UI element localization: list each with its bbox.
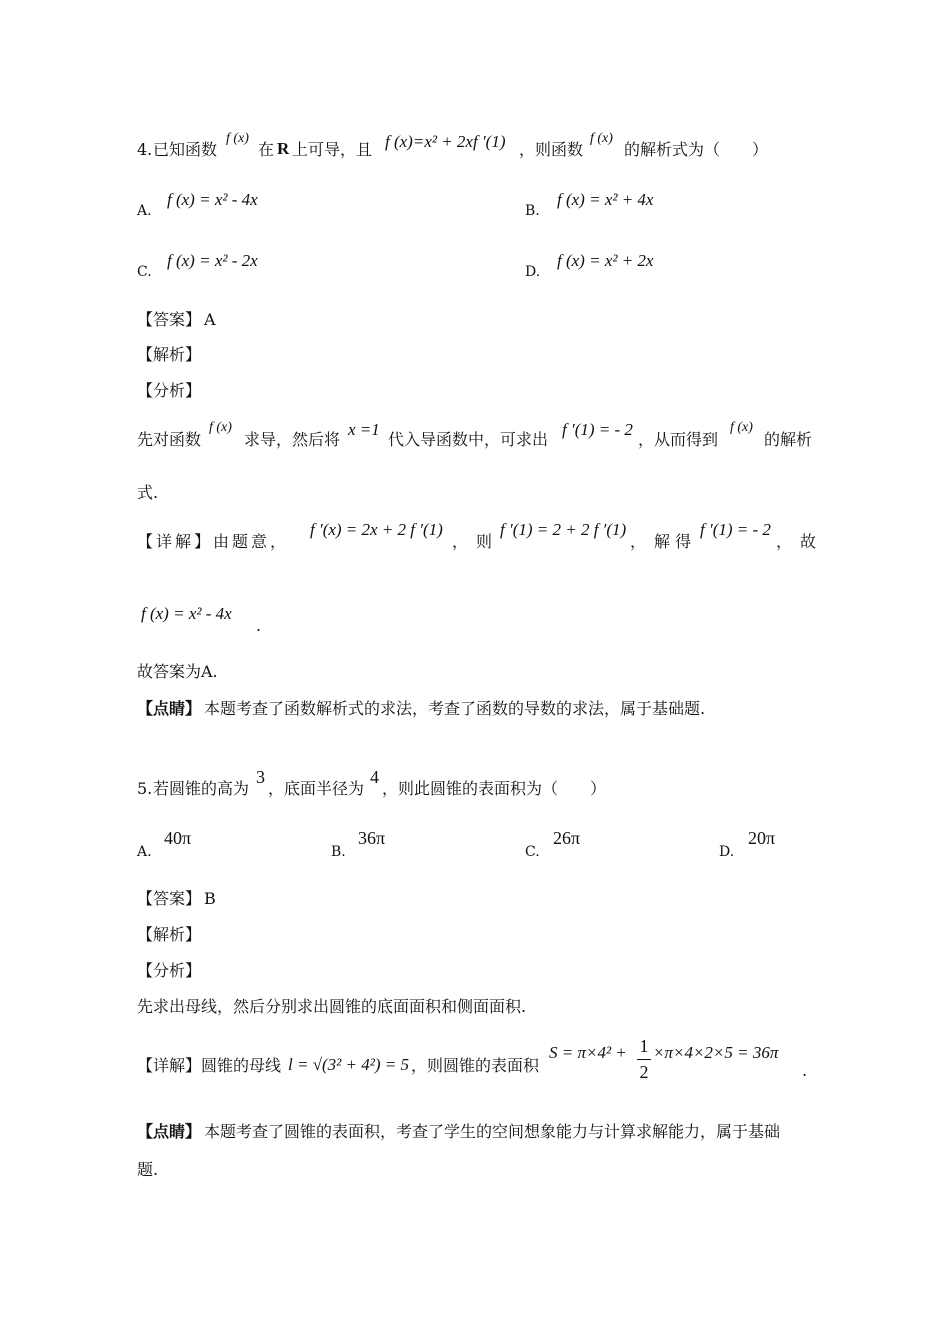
q4-conclusion: 故答案为A. (137, 662, 218, 681)
q5-option-d-label: D. (719, 844, 735, 860)
q5-comment-line-2: 题. (137, 1160, 159, 1179)
q4-option-c-label: C. (137, 264, 152, 280)
q5-text-2: ，底面半径为 (268, 779, 365, 798)
q4-detail-eq1: f ′(x) = 2x + 2 f ′(1) (310, 520, 443, 539)
q4-detail-period: . (256, 616, 262, 635)
q4-fenxi-x1: x =1 (348, 420, 380, 439)
q4-fenxi-text-3: 代入导函数中，可求出 (388, 430, 549, 449)
q4-fenxi-fx2: f (x) (730, 420, 753, 435)
q5-detail-s-right: ×π×4×2×5 = 36π (653, 1043, 779, 1062)
q5-text-1: 若圆锥的高为 (153, 779, 250, 798)
q5-detail-mid: ，则圆锥的表面积 (411, 1056, 540, 1075)
q5-detail-fraction (637, 1036, 651, 1083)
q4-detail-solve: ， 解 得 (630, 532, 692, 551)
q5-fenxi-label: 【分析】 (137, 961, 202, 980)
q5-fraction-numerator: 1 (639, 1036, 649, 1056)
q5-fraction-bar (637, 1059, 651, 1060)
q4-fenxi-value: f ′(1) = - 2 (562, 420, 633, 439)
q4-intro: 已知函数 (153, 140, 218, 159)
q4-fx2: f (x) (590, 131, 613, 146)
q4-option-a-label: A. (137, 203, 152, 219)
q4-comment-label: 【点睛】 (137, 699, 202, 718)
q4-detail-eq3: f ′(1) = - 2 (700, 520, 771, 539)
q4-option-b-label: B. (525, 203, 540, 219)
q4-fenxi-text-5: 的解析 (764, 430, 813, 449)
q5-detail-s-left: S = π×4² + (549, 1043, 627, 1062)
q5-detail-l: l = √(3² + 4²) = 5 (288, 1055, 409, 1074)
q4-fenxi-fx: f (x) (209, 420, 232, 435)
q4-option-b-expr: f (x) = x² + 4x (557, 190, 654, 209)
q4-in: 在 (258, 140, 275, 159)
q4-fenxi-text-2: 求导，然后将 (244, 430, 341, 449)
q5-comment-line-1: 本题考查了圆锥的表面积，考查了学生的空间想象能力与计算求解能力，属于基础 (204, 1122, 781, 1141)
q5-option-a-label: A. (137, 844, 152, 860)
q4-fenxi-text-1: 先对函数 (137, 430, 202, 449)
q4-detail-then: ， 则 (452, 532, 493, 551)
q5-comment-label: 【点睛】 (137, 1122, 202, 1141)
q4-fenxi-text-4: ，从而得到 (638, 430, 719, 449)
q5-option-a-expr: 40π (164, 828, 192, 848)
q4-answer-label: 【答案】 (137, 310, 202, 329)
q4-option-d-label: D. (525, 264, 541, 280)
q5-answer-label: 【答案】 (137, 889, 202, 908)
q4-detail-label: 【详解】由题意， (137, 532, 290, 551)
q4-fenxi-label: 【分析】 (137, 381, 202, 400)
q4-answer: A (204, 310, 216, 329)
q4-detail-gu: ， 故 (776, 532, 817, 551)
q4-set-r: R (277, 139, 290, 158)
q5-detail-period: . (802, 1061, 808, 1080)
q5-detail-label: 【详解】圆锥的母线 (137, 1056, 282, 1075)
q4-option-c-expr: f (x) = x² - 2x (167, 251, 258, 270)
q5-number: 5. (137, 779, 153, 798)
q4-option-d-expr: f (x) = x² + 2x (557, 251, 654, 270)
q5-option-b-expr: 36π (358, 828, 386, 848)
q4-comment: 本题考查了函数解析式的求法，考查了函数的导数的求法，属于基础题. (204, 699, 706, 718)
q4-fenxi-text-6: 式. (137, 483, 159, 502)
q5-text-3: ，则此圆锥的表面积为（ ） (382, 779, 607, 798)
q4-fx: f (x) (226, 131, 249, 146)
q5-fenxi: 先求出母线，然后分别求出圆锥的底面面积和侧面面积. (137, 997, 527, 1016)
q4-condition: f (x)=x² + 2xf ′(1) (385, 132, 506, 151)
q5-option-c-label: C. (525, 844, 540, 860)
q5-analysis-label: 【解析】 (137, 925, 202, 944)
q5-fraction-denominator: 2 (639, 1062, 649, 1082)
q5-answer: B (204, 889, 216, 908)
q4-number: 4. (137, 140, 153, 159)
q5-option-d-expr: 20π (748, 828, 776, 848)
q5-radius: 4 (370, 767, 379, 787)
q5-option-c-expr: 26π (553, 828, 581, 848)
q4-derivable: 上可导，且 (292, 140, 373, 159)
q4-ask: 的解析式为（ ） (624, 140, 769, 159)
q4-analysis-label: 【解析】 (137, 345, 202, 364)
q4-detail-result: f (x) = x² - 4x (141, 604, 232, 623)
q4-option-a-expr: f (x) = x² - 4x (167, 190, 258, 209)
q5-option-b-label: B. (331, 844, 346, 860)
q4-then: ，则函数 (519, 140, 584, 159)
q5-height: 3 (256, 767, 265, 787)
q4-detail-eq2: f ′(1) = 2 + 2 f ′(1) (500, 520, 627, 539)
